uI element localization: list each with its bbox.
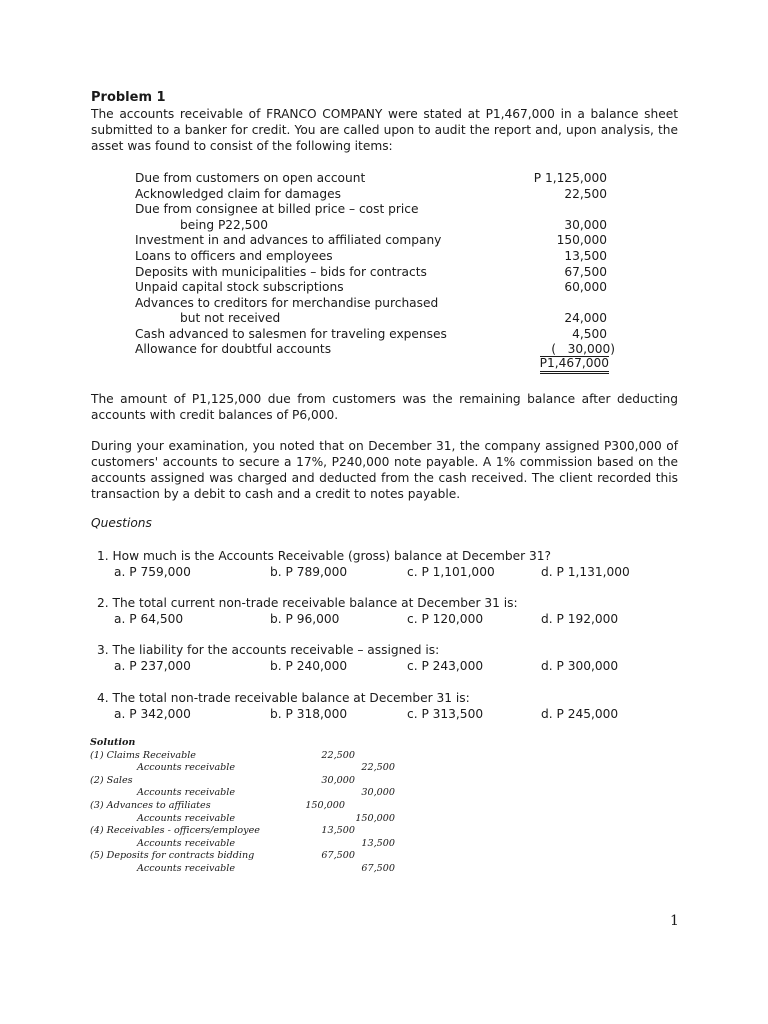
journal-row (90, 800, 420, 813)
item-row (135, 218, 615, 234)
credit-balance-paragraph: The amount of P1,125,000 due from customers was the remaining balance after deducting accounts with credit balances of P6,000. (91, 392, 678, 422)
journal-credit: 30,000 (361, 787, 395, 799)
journal-credit: 67,500 (361, 862, 395, 874)
journal-debit: 13,500 (321, 825, 355, 837)
option-a: a. P 342,000 (114, 707, 191, 721)
item-row (135, 343, 615, 356)
item-row (135, 202, 615, 218)
total-row (135, 356, 615, 374)
journal-row (90, 775, 420, 788)
item-row (135, 171, 615, 187)
assignment-paragraph: During your examination, you noted that on December 31, the company assigned P300,000 of customers' accounts to secure a 17%, P240,000 note payable. A 1% commission based on the accounts assigned was charged and deducted from the cash received. The client recorded this transaction by a debit to cash and a credit to notes payable. (91, 439, 678, 501)
journal-row (90, 762, 420, 775)
journal-account: (3) Advances to affiliates (90, 799, 211, 811)
option-c: c. P 243,000 (407, 659, 484, 673)
option-d: d. P 1,131,000 (541, 565, 630, 579)
journal-credit: 150,000 (355, 812, 395, 824)
question-4: 4. The total non-trade receivable balance at December 31 is: (97, 691, 470, 705)
item-label: Due from consignee at billed price – cost price (135, 202, 419, 217)
option-a: a. P 237,000 (114, 659, 191, 673)
journal-account: Accounts receivable (137, 762, 236, 774)
solution-block (90, 737, 420, 876)
journal-credit: 13,500 (361, 837, 395, 849)
page-number: 1 (670, 913, 679, 929)
option-c: c. P 313,500 (407, 707, 484, 721)
journal-debit: 67,500 (321, 850, 355, 862)
journal-row (90, 850, 420, 863)
option-b: b. P 240,000 (270, 659, 348, 673)
item-amount: 4,500 (572, 326, 607, 341)
item-label: Unpaid capital stock subscriptions (135, 280, 344, 295)
option-d: d. P 300,000 (541, 659, 619, 673)
item-label: Advances to creditors for merchandise purchased (135, 295, 439, 310)
journal-account: Accounts receivable (137, 787, 236, 799)
journal-row (90, 825, 420, 838)
journal-account: (4) Receivables - officers/employee (90, 825, 260, 837)
journal-account: Accounts receivable (137, 812, 236, 824)
item-amount: 22,500 (564, 186, 607, 201)
journal-credit: 22,500 (361, 762, 395, 774)
journal-debit: 30,000 (321, 774, 355, 786)
total-amount: P1,467,000 (540, 356, 609, 374)
option-b: b. P 318,000 (270, 707, 348, 721)
item-row (135, 311, 615, 327)
option-d: d. P 192,000 (541, 612, 619, 626)
option-a: a. P 759,000 (114, 565, 191, 579)
journal-account: (1) Claims Receivable (90, 749, 196, 761)
item-label: Investment in and advances to affiliated company (135, 233, 442, 248)
item-label: Deposits with municipalities – bids for contracts (135, 264, 427, 279)
journal-account: Accounts receivable (137, 837, 236, 849)
item-label: Allowance for doubtful accounts (135, 341, 332, 356)
questions-heading: Questions (91, 516, 152, 530)
item-row (135, 265, 615, 281)
item-label: Loans to officers and employees (135, 248, 333, 263)
item-amount: 150,000 (556, 233, 607, 248)
journal-row (90, 813, 420, 826)
journal-row (90, 863, 420, 876)
item-label: being P22,500 (180, 217, 268, 232)
option-b: b. P 789,000 (270, 565, 348, 579)
option-a: a. P 64,500 (114, 612, 184, 626)
journal-row (90, 838, 420, 851)
item-amount: 24,000 (564, 311, 607, 326)
journal-account: Accounts receivable (137, 862, 236, 874)
problem-title: Problem 1 (91, 90, 166, 105)
item-row (135, 233, 615, 249)
item-amount: 60,000 (564, 280, 607, 295)
solution-heading: Solution (90, 737, 136, 748)
journal-debit: 22,500 (321, 749, 355, 761)
question-1: 1. How much is the Accounts Receivable (gross) balance at December 31? (97, 549, 552, 563)
intro-paragraph: The accounts receivable of FRANCO COMPANY were stated at P1,467,000 in a balance sheet submitted to a banker for credit. You are called upon to audit the report and, upon analysis, the asset was found to consist of the following items: (91, 107, 678, 153)
item-amount: P 1,125,000 (533, 171, 607, 185)
journal-account: (5) Deposits for contracts bidding (90, 850, 255, 862)
item-amount: ( 30,000) (551, 341, 615, 356)
item-label: but not received (180, 311, 281, 326)
item-label: Cash advanced to salesmen for traveling expenses (135, 326, 447, 341)
journal-row (90, 787, 420, 800)
items-list (135, 171, 615, 374)
journal-account: (2) Sales (90, 774, 133, 786)
option-d: d. P 245,000 (541, 707, 619, 721)
option-b: b. P 96,000 (270, 612, 340, 626)
item-row (135, 280, 615, 296)
journal-debit: 150,000 (305, 799, 345, 811)
item-label: Due from customers on open account (135, 171, 366, 185)
item-row (135, 249, 615, 265)
question-2: 2. The total current non-trade receivable balance at December 31 is: (97, 596, 518, 610)
option-c: c. P 1,101,000 (407, 565, 495, 579)
item-label: Acknowledged claim for damages (135, 186, 341, 201)
item-row (135, 296, 615, 312)
option-c: c. P 120,000 (407, 612, 484, 626)
item-row (135, 327, 615, 343)
item-amount: 13,500 (564, 248, 607, 263)
item-row (135, 187, 615, 203)
item-amount: 30,000 (564, 217, 607, 232)
journal-row (90, 750, 420, 763)
item-amount: 67,500 (564, 264, 607, 279)
question-3: 3. The liability for the accounts receivable – assigned is: (97, 643, 440, 657)
